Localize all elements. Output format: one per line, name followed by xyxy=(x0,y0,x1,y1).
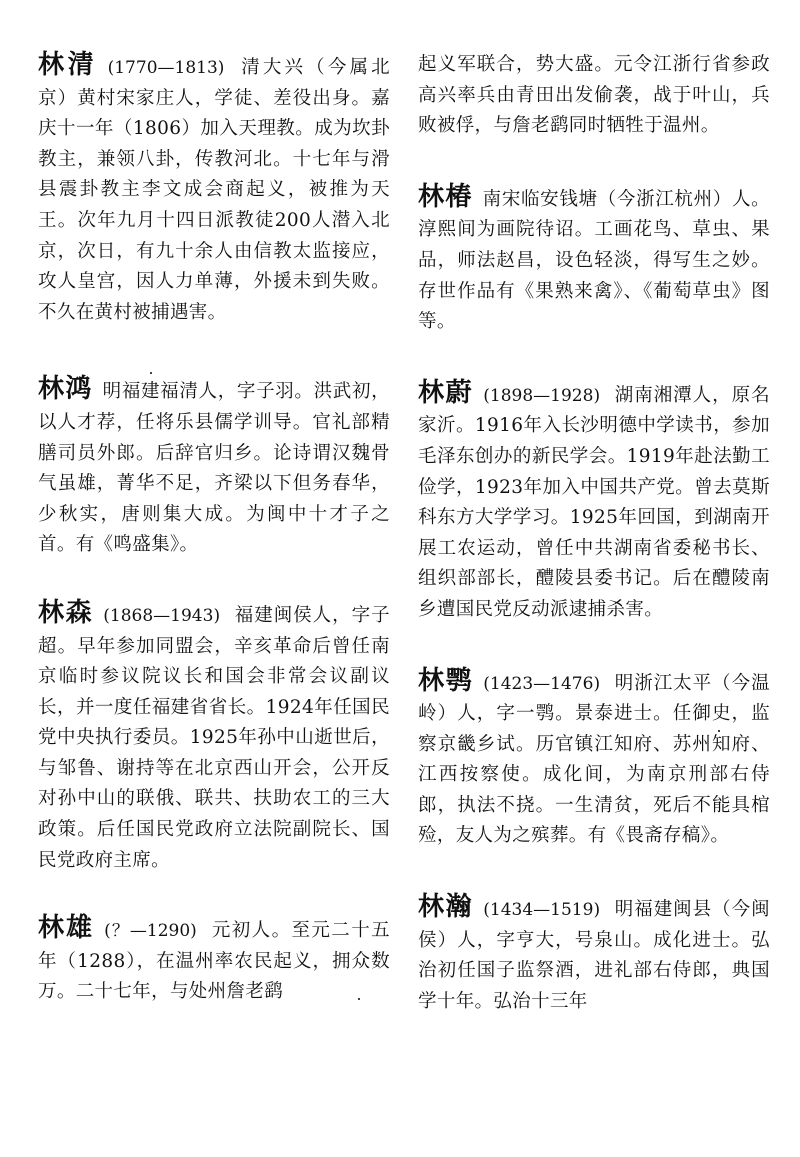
entry-name: 林椿 xyxy=(418,181,473,212)
entry-text: 明福建福清人，字子羽。洪武初，以人才荐，任将乐县儒学训导。官礼部精膳司员外郎。后辞官归乡。论诗谓汉魏骨气虽雄，菁华不足，齐梁以下但务春华，少秋实，唐则集大成。为闽中十才子之首。有《鸣盛集》。 xyxy=(38,381,390,556)
entry-lin-han xyxy=(418,892,770,1017)
entry-dates: (1770—1813) xyxy=(107,58,225,78)
entry-body xyxy=(38,374,390,561)
entry-name: 林鸿 xyxy=(38,374,93,405)
entry-body xyxy=(418,892,770,1017)
entry-name: 林雄 xyxy=(38,913,95,944)
entry-name: 林森 xyxy=(38,597,94,628)
scan-speck xyxy=(150,372,152,374)
entry-continuation xyxy=(418,50,770,142)
entry-name: 林清 xyxy=(38,50,98,80)
entry-name: 林蔚 xyxy=(418,377,474,408)
entry-lin-hong xyxy=(38,374,390,561)
entry-body xyxy=(38,913,390,1008)
entry-dates: (1434—1519) xyxy=(483,900,601,921)
entry-body xyxy=(418,666,770,853)
entry-body xyxy=(38,598,390,876)
left-column xyxy=(38,50,390,1008)
entry-body xyxy=(418,182,770,338)
entry-body xyxy=(38,50,390,328)
right-column xyxy=(418,50,770,1017)
entry-text: 湖南湘潭人，原名家沂。1916年入长沙明德中学读书，参加毛泽东创办的新民学会。1919年赴法勤工俭学，1923年加入中国共产党。曾去莫斯科东方大学学习。1925年回国，到湖南开展工农运动，曾任中共湖南省委秘书长、组织部部长，醴陵县委书记。后在醴陵南乡遭国民党反动派逮捕杀害。 xyxy=(418,384,770,620)
entry-lin-wei xyxy=(418,378,770,626)
entry-text: 清大兴（今属北京）黄村宋家庄人，学徒、差役出身。嘉庆十一年（1806）加入天理教。成为坎卦教主，兼领八卦，传教河北。十七年与滑县震卦教主李文成会商起义，被推为天王。次年九月十四日派教徒200人潜入北京，次日，有九十余人由信教太监接应，攻人皇宫，因人力单薄，外援未到失败。不久在黄村被捕遇害。 xyxy=(38,57,390,323)
entry-name: 林瀚 xyxy=(418,892,474,923)
scan-speck xyxy=(358,998,360,1000)
entry-dates: (1423—1476) xyxy=(483,673,601,694)
entry-dates: (1868—1943) xyxy=(103,605,221,626)
entry-dates: (？—1290) xyxy=(104,921,197,942)
entry-lin-qing xyxy=(38,50,390,328)
entry-lin-xiong xyxy=(38,913,390,1008)
continuation-text: 起义军联合，势大盛。元令江浙行省参政高兴率兵由青田出发偷袭，战于叶山，兵败被俘，与詹老鹞同时牺牲于温州。 xyxy=(418,54,770,137)
entry-text: 明福建闽县（今闽侯）人，字亨大，号泉山。成化进士。弘治初任国子监祭酒，进礼部右侍郎，典国学十年。弘治十三年 xyxy=(418,899,770,1012)
entry-body xyxy=(418,378,770,626)
entry-text: 南宋临安钱塘（今浙江杭州）人。淳熙间为画院待诏。工画花鸟、草虫、果品，师法赵昌，设色轻淡，得写生之妙。存世作品有《果熟来禽》、《葡萄草虫》图等。 xyxy=(418,188,770,333)
entry-dates: (1898—1928) xyxy=(483,385,601,406)
entry-lin-chun xyxy=(418,182,770,338)
scan-speck xyxy=(718,730,720,732)
entry-text: 明浙江太平（今温岭）人，字一鹗。景泰进士。任御史，监察京畿乡试。历官镇江知府、苏州知府、江西按察使。成化间，为南京刑部右侍郎，执法不挠。一生清贫，死后不能具棺殓，友人为之殡葬。有《畏斋存稿》。 xyxy=(418,672,770,847)
entry-lin-e xyxy=(418,666,770,853)
entry-text: 元初人。至元二十五年（1288），在温州率农民起义，拥众数万。二十七年，与处州詹老鹞 xyxy=(38,920,390,1003)
entry-lin-sen xyxy=(38,598,390,876)
entry-text: 福建闽侯人，字子超。早年参加同盟会，辛亥革命后曾任南京临时参议院议长和国会非常会议副议长，并一度任福建省省长。1924年任国民党中央执行委员。1925年孙中山逝世后，与邹鲁、谢持等在北京西山开会，公开反对孙中山的联俄、联共、扶助农工的三大政策。后任国民党政府立法院副院长、国民党政府主席。 xyxy=(38,604,390,871)
entry-name: 林鹗 xyxy=(418,665,474,696)
